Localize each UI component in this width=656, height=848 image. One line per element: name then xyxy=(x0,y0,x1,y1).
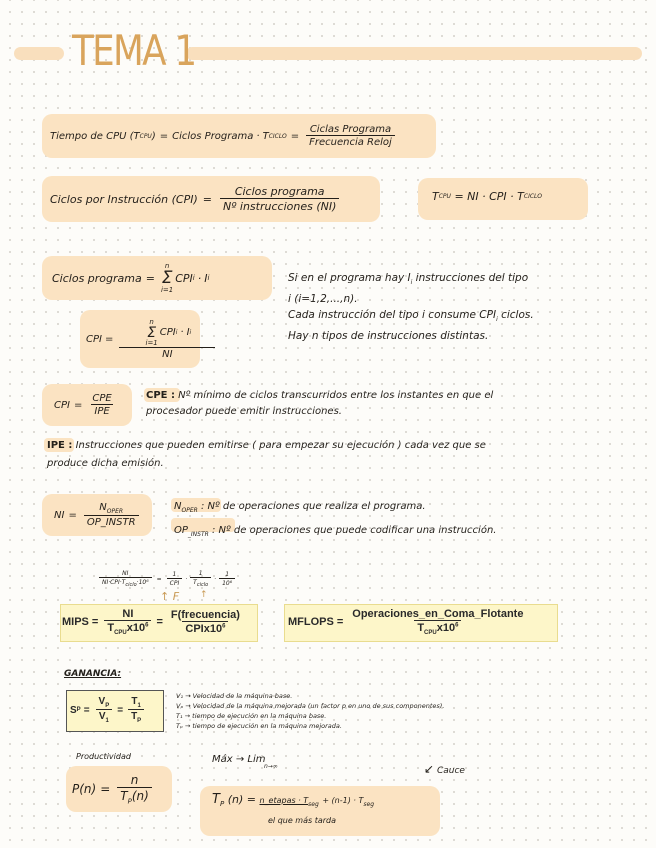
cpi-cpe-formula: CPI = $\frac{\text{CPE}}{\text{IPE}}$ xyxy=(54,393,112,417)
cauce-arrow-icon: ↙ xyxy=(424,762,435,776)
tp-underlabel: el que más tarda xyxy=(268,816,337,825)
tcpu-formula: T CPU = NI · CPI · T CICLO xyxy=(432,190,542,203)
cpi-sum-formula: CPI = n Σ i=1 CPI i · I i NI xyxy=(86,312,218,366)
speedup-formula: S P = $\frac{V_P}{V_1}$ = $\frac{T_1}{T_P}$ xyxy=(70,692,147,728)
ipe-note: IPE : Instrucciones que pueden emitirse ( para empezar su ejecución ) cada vez que se produce dicha emisión. xyxy=(47,440,486,469)
mips-arrow-f: ↑ F xyxy=(160,590,180,603)
cpu-time-fraction: $\frac{\text{Ciclas Programa}}{\text{Frecuencia Reloj}}$ xyxy=(306,124,395,148)
cpu-time-lhs: Tiempo de CPU (T xyxy=(50,130,140,142)
cpi-def-formula: Ciclos por Instrucción (CPI) = $\frac{\text{Ciclos programa}}{\text{Nº instrucciones (NI)}}$ xyxy=(50,181,342,217)
ganancia-notes: V₁ → Velocidad de la máquina base. Vₚ → Velocidad de la máquina mejorada (un factor p en uno de sus componentes). T₁ → tiempo de ejecución en la máquina base. Tₚ → tiempo de ejecución en la máquina mejorada. xyxy=(176,692,445,730)
cpu-time-formula: Tiempo de CPU (T CPU ) = Ciclos Programa · T CICLO = $\frac{\text{Ciclas Programa}}{\text{Frecuencia Reloj}}$ xyxy=(50,118,398,154)
title-bar-right xyxy=(186,47,642,60)
mips-arrow-2: ↑ xyxy=(200,590,208,600)
ni-formula: NI = $\frac{N_{OPER}}{\text{OP\_INSTR}}$ xyxy=(54,498,142,532)
page-title: TEMA 1 xyxy=(72,26,196,75)
mips-formula: MIPS = $\frac{NI}{T_{CPU}x10^6}$ = $\frac{\text{F(frecuencia)}}{CPIx10^6}$ xyxy=(62,607,240,637)
cpe-note: CPE : Nº mínimo de ciclos transcurridos entre los instantes en que el procesador puede emitir instrucciones. xyxy=(146,390,494,417)
ganancia-title: GANANCIA: xyxy=(64,669,122,679)
cauce-label: ↙ Cauce xyxy=(424,762,465,776)
mflops-formula: MFLOPS = $\frac{\text{Operaciones\_en\_Coma\_Flotante}}{T_{CPU}x10^6}$ xyxy=(288,607,524,637)
cpi-note: Si en el programa hay $I_i$ instrucciones del tipo i (i=1,2,...,n). Cada instrucción del tipo i consume $CPI_i$ ciclos. Hay n tipos de instrucciones distintas. xyxy=(288,272,534,343)
title-bar-left xyxy=(14,47,64,60)
tp-formula: $T_P$ (n) = n_etapas · $T_{seg} + (n-1) \cdot T_{seg}$ xyxy=(212,792,375,809)
limit-text: Máx → Lim n→∞ xyxy=(212,754,278,770)
productividad-label: Productividad xyxy=(76,752,131,761)
productividad-formula: P(n) = $\frac{n}{T_P(n)}$ xyxy=(72,768,155,810)
ciclos-prog-formula: Ciclos programa = n Σ i=1 CPI i · I i xyxy=(52,261,210,294)
ni-notes: $N_{OPER}$ : Nº de operaciones que realiza el programa. $OP_{\_INSTR}$ : Nº de operaciones que puede codificar una instrucción. xyxy=(174,501,497,538)
mips-derivation: $\frac{NI}{NI\cdot CPI\cdot T_{ciclo}\cdot 10^6}$ = $\frac{1}{\text{CPI}}$ · $\frac{1}{T_{ciclo}}$ · $\frac{1}{\text{10⁶}}$ xyxy=(96,562,238,596)
